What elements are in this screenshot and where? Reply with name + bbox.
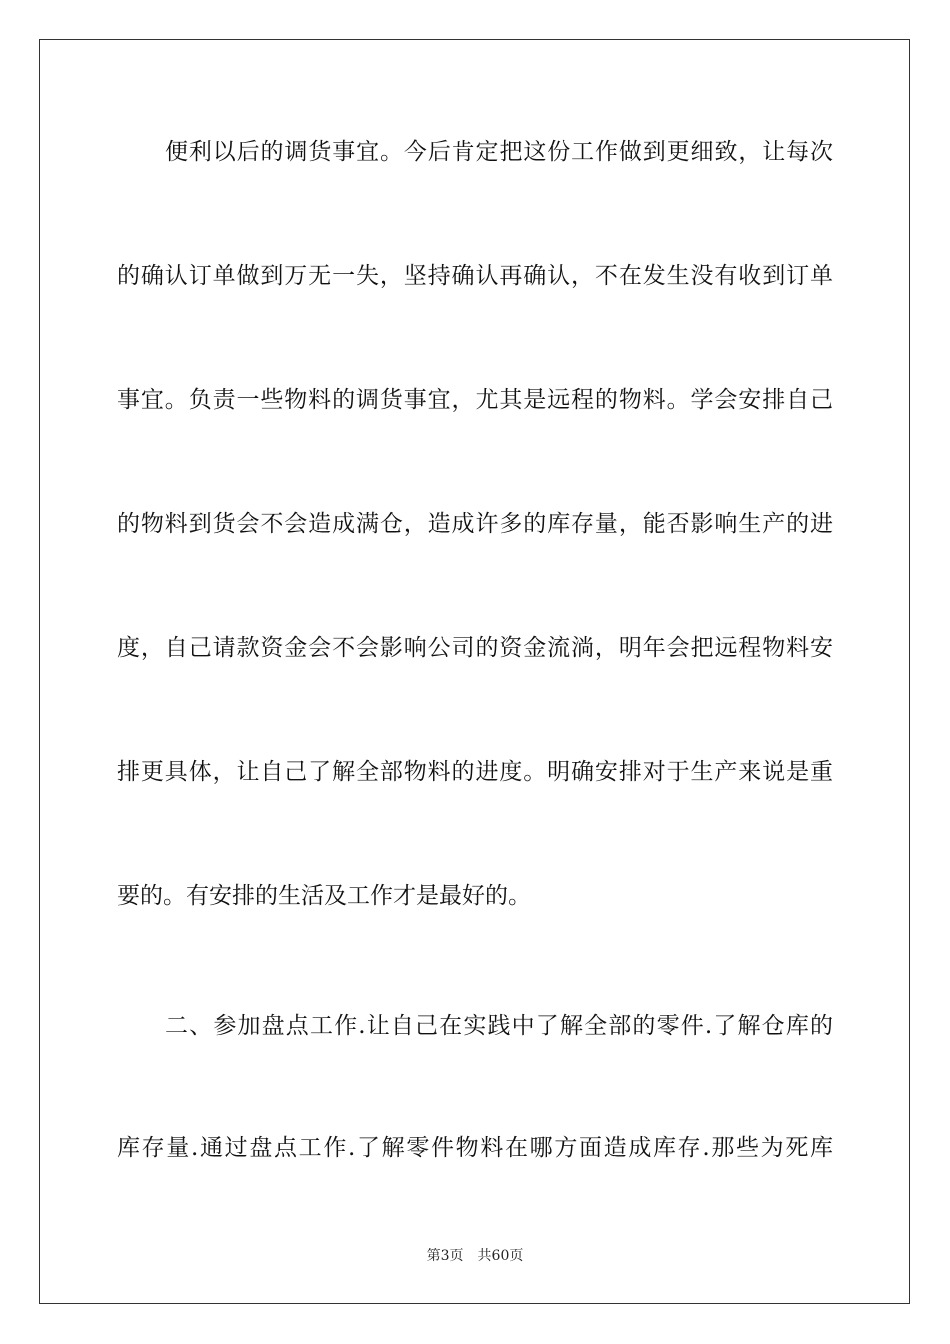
paragraph-1-line-3: 事宜。负责一些物料的调货事宜，尤其是远程的物料。学会安排自己 bbox=[117, 387, 833, 413]
paragraph-1-line-6: 排更具体，让自己了解全部物料的进度。明确安排对于生产来说是重 bbox=[117, 759, 833, 785]
paragraph-1-line-4: 的物料到货会不会造成满仓，造成许多的库存量，能否影响生产的进 bbox=[117, 511, 833, 537]
page-total: 共60页 bbox=[477, 1248, 524, 1264]
paragraph-1-line-1: 便利以后的调货事宜。今后肯定把这份工作做到更细致，让每次 bbox=[165, 139, 833, 165]
paragraph-1-line-2: 的确认订单做到万无一失，坚持确认再确认，不在发生没有收到订单 bbox=[117, 263, 833, 289]
page-footer bbox=[0, 1245, 950, 1265]
paragraph-2-line-2: 库存量.通过盘点工作.了解零件物料在哪方面造成库存.那些为死库 bbox=[117, 1135, 833, 1161]
paragraph-1-line-7: 要的。有安排的生活及工作才是最好的。 bbox=[117, 883, 531, 909]
page-number: 第3页 bbox=[426, 1248, 464, 1264]
paragraph-1-line-5: 度，自己请款资金会不会影响公司的资金流淌，明年会把远程物料安 bbox=[117, 635, 833, 661]
page-border bbox=[39, 39, 910, 1304]
paragraph-2-line-1: 二、参加盘点工作.让自己在实践中了解全部的零件.了解仓库的 bbox=[165, 1013, 833, 1039]
